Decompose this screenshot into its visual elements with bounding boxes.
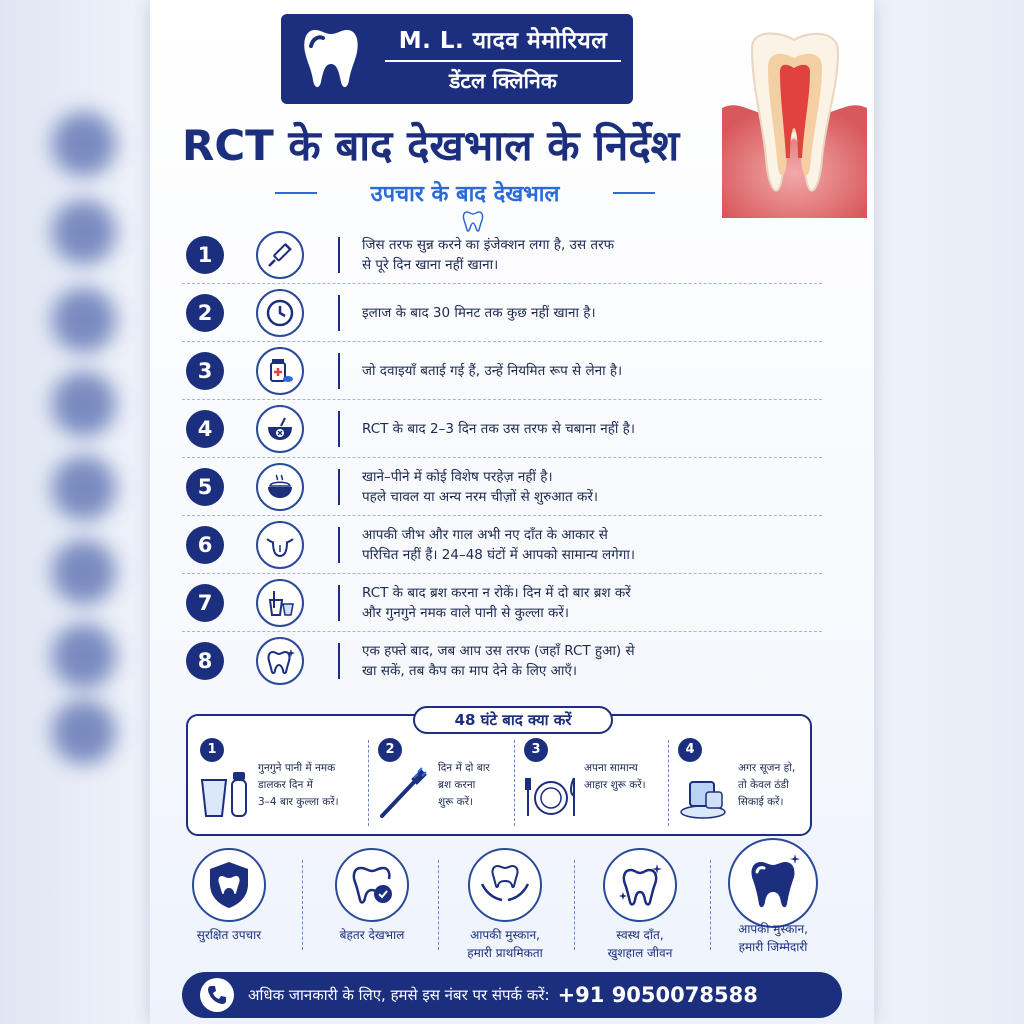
step-divider xyxy=(338,295,340,331)
tooth-cross-section-icon xyxy=(722,28,867,218)
after-48-item-line2: तो केवल ठंडी xyxy=(738,779,789,791)
instruction-step xyxy=(182,284,822,342)
feature-label-line2: हमारी जिम्मेदारी xyxy=(738,940,808,954)
toothbrush-cup-icon xyxy=(256,579,304,627)
step-divider xyxy=(338,353,340,389)
plate-icon xyxy=(524,766,578,820)
step-divider xyxy=(338,643,340,679)
step-text-line1: इलाज के बाद 30 मिनट तक कुछ नहीं खाना है। xyxy=(362,304,596,321)
step-divider xyxy=(338,469,340,505)
contact-text: अधिक जानकारी के लिए, हमसे इस नंबर पर संपर्क करें: xyxy=(248,986,550,1004)
after-48-item-line3: सिकाई करें। xyxy=(738,796,784,808)
instruction-step xyxy=(182,458,822,516)
step-number: 6 xyxy=(186,526,224,564)
background-blob xyxy=(52,372,116,436)
step-text-line1: खाने–पीने में कोई विशेष परहेज़ नहीं है। xyxy=(362,468,553,485)
clinic-name-line1: M. L. यादव मेमोरियल xyxy=(398,28,608,54)
no-chew-bowl-icon xyxy=(256,405,304,453)
after-48-item-line2: आहार शुरू करें। xyxy=(584,779,646,791)
instruction-step xyxy=(182,226,822,284)
step-number: 5 xyxy=(186,468,224,506)
after-48-item-line1: अपना सामान्य xyxy=(584,762,638,774)
after-48-item-line2: डालकर दिन में xyxy=(258,779,313,791)
feature-item xyxy=(440,848,570,962)
step-divider xyxy=(338,411,340,447)
salt-water-icon xyxy=(200,766,254,820)
feature-item xyxy=(575,848,705,962)
header-divider xyxy=(385,60,621,62)
background-blob xyxy=(52,288,116,352)
step-text-line2: से पूरे दिन खाना नहीं खाना। xyxy=(362,256,499,273)
tooth-logo-icon xyxy=(301,24,361,94)
background-blob xyxy=(52,700,116,764)
step-text-line2: और गुनगुने नमक वाले पानी से कुल्ला करें। xyxy=(362,604,570,621)
instruction-step xyxy=(182,574,822,632)
step-number: 2 xyxy=(186,294,224,332)
after-48-hours-box xyxy=(186,711,812,836)
step-divider xyxy=(338,527,340,563)
toothbrush-icon xyxy=(378,766,432,820)
instruction-step xyxy=(182,342,822,400)
rice-bowl-icon xyxy=(256,463,304,511)
after-48-item xyxy=(524,738,664,830)
after-48-item-line2: ब्रश करना xyxy=(438,779,476,791)
step-text-line2: परिचित नहीं हैं। 24–48 घंटों में आपको सामान्य लगेगा। xyxy=(362,546,635,563)
page-title: RCT के बाद देखभाल के निर्देश xyxy=(182,121,680,170)
feature-label-line2: हमारी प्राथमिकता xyxy=(467,946,543,960)
poster xyxy=(150,0,874,1024)
big-tooth-icon xyxy=(728,838,818,928)
heart-tooth-icon xyxy=(335,848,409,922)
feature-item xyxy=(307,848,437,944)
after-48-item-number: 1 xyxy=(200,738,224,762)
step-number: 1 xyxy=(186,236,224,274)
step-text-line1: एक हफ्ते बाद, जब आप उस तरफ (जहाँ RCT हुआ) से xyxy=(362,643,635,659)
step-number: 3 xyxy=(186,352,224,390)
clinic-header xyxy=(281,14,633,104)
contact-phone-number[interactable]: +91 9050078588 xyxy=(557,983,758,1007)
medicine-icon xyxy=(256,347,304,395)
after-48-item-line1: दिन में दो बार xyxy=(438,762,490,774)
after-48-item-line1: अगर सूजन हो, xyxy=(738,762,796,774)
step-text-line2: खा सकें, तब कैप का माप देने के लिए आएँ। xyxy=(362,663,578,679)
instruction-list xyxy=(182,226,822,690)
step-number: 4 xyxy=(186,410,224,448)
feature-label-line1: आपकी मुस्कान, xyxy=(738,922,808,936)
column-separator xyxy=(438,860,439,950)
column-separator xyxy=(668,740,669,826)
after-48-item-line3: शुरू करें। xyxy=(438,796,473,808)
after-48-item xyxy=(378,738,508,830)
step-divider xyxy=(338,585,340,621)
after-48-hours-title: 48 घंटे बाद क्या करें xyxy=(413,706,613,734)
step-number: 7 xyxy=(186,584,224,622)
step-text-line1: आपकी जीभ और गाल अभी नए दाँत के आकार से xyxy=(362,526,608,543)
page-subtitle: उपचार के बाद देखभाल xyxy=(275,178,655,208)
feature-label-line1: सुरक्षित उपचार xyxy=(196,928,262,942)
hands-tooth-icon xyxy=(468,848,542,922)
tongue-icon xyxy=(256,521,304,569)
healthy-tooth-icon xyxy=(603,848,677,922)
clinic-name-line2: डेंटल क्लिनिक xyxy=(449,69,557,93)
step-divider xyxy=(338,237,340,273)
step-text-line1: RCT के बाद 2–3 दिन तक उस तरफ से चबाना नहीं है। xyxy=(362,420,635,437)
background-blob xyxy=(52,200,116,264)
background-blob xyxy=(52,112,116,176)
feature-label-line1: आपकी मुस्कान, xyxy=(470,928,540,942)
clock-icon xyxy=(256,289,304,337)
background-blob xyxy=(52,540,116,604)
background-blob xyxy=(52,624,116,688)
shield-tooth-icon xyxy=(192,848,266,922)
after-48-item-line3: 3–4 बार कुल्ला करें। xyxy=(258,796,339,808)
instruction-step xyxy=(182,632,822,690)
after-48-item xyxy=(678,738,808,830)
sparkle-tooth-icon xyxy=(256,637,304,685)
feature-item xyxy=(708,848,838,956)
step-text-line2: पहले चावल या अन्य नरम चीज़ों से शुरुआत करें। xyxy=(362,488,599,505)
syringe-icon xyxy=(256,231,304,279)
feature-label-line1: स्वस्थ दाँत, xyxy=(616,928,664,942)
after-48-item-number: 2 xyxy=(378,738,402,762)
feature-label-line2: खुशहाल जीवन xyxy=(607,946,673,960)
after-48-item-line1: गुनगुने पानी में नमक xyxy=(258,762,336,774)
step-text-line1: जो दवाइयाँ बताई गई हैं, उन्हें नियमित रूप से लेना है। xyxy=(362,362,623,379)
step-text-line1: RCT के बाद ब्रश करना न रोकें। दिन में दो बार ब्रश करें xyxy=(362,584,631,601)
after-48-item xyxy=(200,738,360,830)
ice-icon xyxy=(678,766,732,820)
step-number: 8 xyxy=(186,642,224,680)
after-48-item-number: 4 xyxy=(678,738,702,762)
step-text-line1: जिस तरफ सुन्न करने का इंजेक्शन लगा है, उस तरफ xyxy=(362,236,615,253)
feature-item xyxy=(164,848,294,944)
after-48-item-number: 3 xyxy=(524,738,548,762)
feature-label-line1: बेहतर देखभाल xyxy=(339,928,405,942)
column-separator xyxy=(514,740,515,826)
instruction-step xyxy=(182,400,822,458)
phone-icon xyxy=(200,978,234,1012)
background-blob xyxy=(52,456,116,520)
column-separator xyxy=(302,860,303,950)
column-separator xyxy=(368,740,369,826)
instruction-step xyxy=(182,516,822,574)
contact-footer xyxy=(182,972,842,1018)
